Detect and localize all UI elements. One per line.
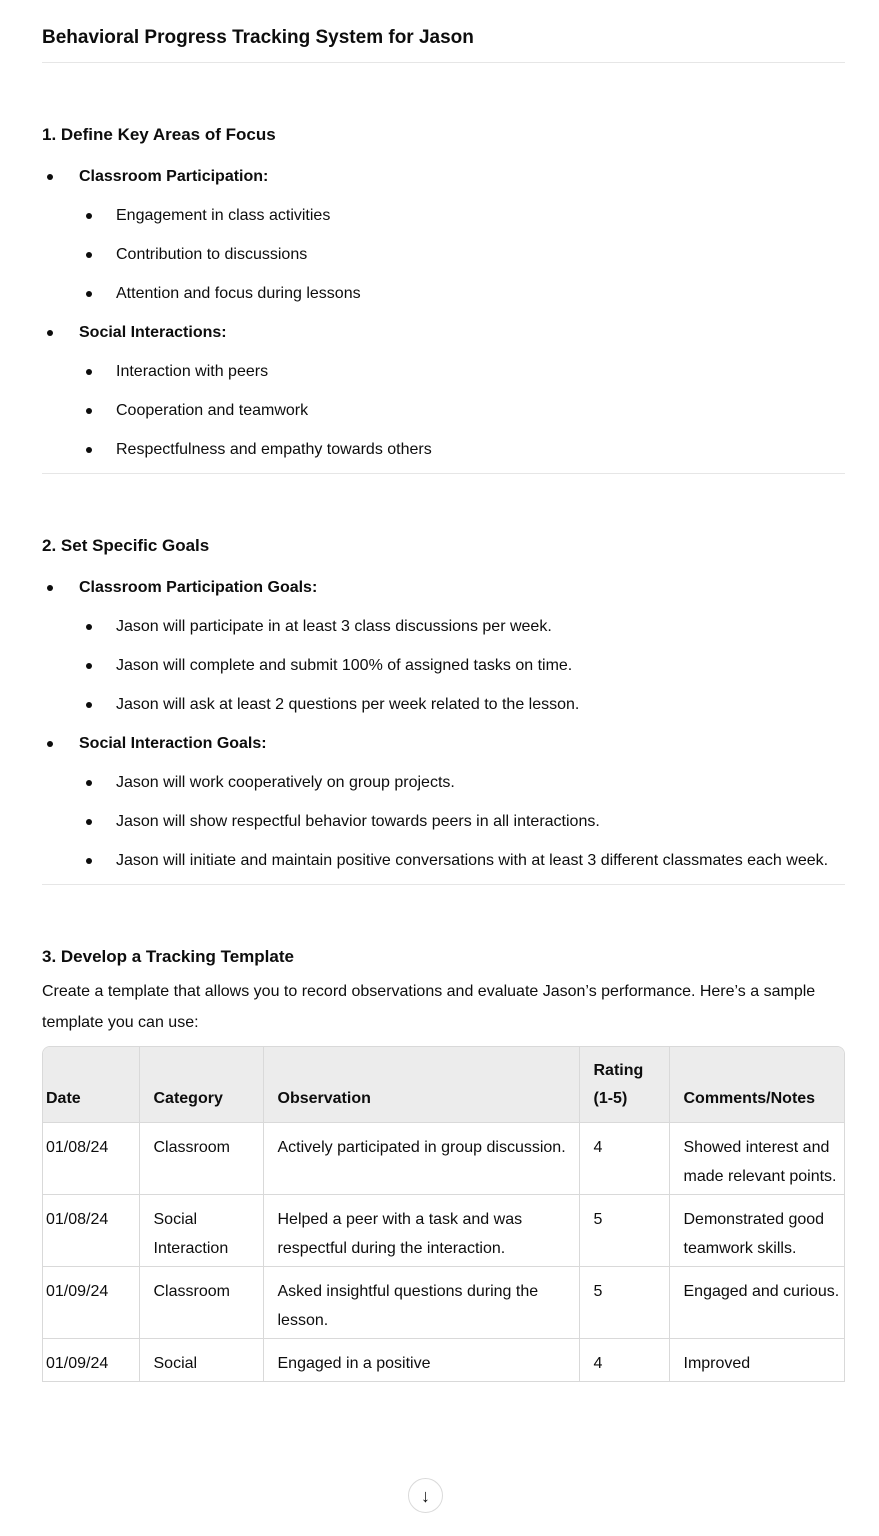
list-item xyxy=(79,278,845,309)
table-cell: 5 xyxy=(579,1267,669,1339)
table-cell: 4 xyxy=(579,1123,669,1195)
table-cell: Demonstrated good teamwork skills. xyxy=(669,1195,845,1267)
table-cell: 01/09/24 xyxy=(43,1339,139,1382)
list-item xyxy=(42,161,845,309)
table-cell: Engaged and curious. xyxy=(669,1267,845,1339)
list-item xyxy=(42,317,845,465)
list-item-text: Attention and focus during lessons xyxy=(116,285,361,302)
list-item xyxy=(79,356,845,387)
bullet-icon xyxy=(79,200,116,231)
list-item xyxy=(79,200,845,231)
list-item-label: Social Interactions: xyxy=(79,324,227,341)
list-item xyxy=(79,239,845,270)
table-cell: Actively participated in group discussion. xyxy=(263,1123,579,1195)
page-title: Behavioral Progress Tracking System for Jason xyxy=(42,27,474,48)
table-cell: 01/08/24 xyxy=(43,1195,139,1267)
section-heading-2: 2. Set Specific Goals xyxy=(42,536,210,555)
arrow-down-icon: ↓ xyxy=(421,1485,430,1506)
bullet-icon xyxy=(79,689,116,720)
list-item xyxy=(79,806,845,837)
bullet-icon xyxy=(42,572,79,603)
list-item xyxy=(79,650,845,681)
bullet-icon xyxy=(79,767,116,798)
table-cell: Improved xyxy=(669,1339,845,1382)
table-header-row xyxy=(43,1047,845,1123)
list-item xyxy=(79,611,845,642)
list-item-text: Respectfulness and empathy towards others xyxy=(116,441,432,458)
divider xyxy=(42,884,845,885)
bullet-icon xyxy=(79,806,116,837)
list-item-text: Jason will participate in at least 3 class discussions per week. xyxy=(116,618,552,635)
table-cell: Classroom xyxy=(139,1267,263,1339)
goals-list xyxy=(42,572,845,876)
bullet-icon xyxy=(79,239,116,270)
list-item xyxy=(79,395,845,426)
list-item-text: Interaction with peers xyxy=(116,363,269,380)
divider xyxy=(42,62,845,63)
column-header: Observation xyxy=(263,1047,579,1123)
table-cell: 01/09/24 xyxy=(43,1267,139,1339)
list-item-label: Classroom Participation Goals: xyxy=(79,579,318,596)
table-cell: Engaged in a positive xyxy=(263,1339,579,1382)
list-item-text: Jason will ask at least 2 questions per week related to the lesson. xyxy=(116,696,580,713)
bullet-icon xyxy=(79,434,116,465)
bullet-icon xyxy=(79,611,116,642)
bullet-icon xyxy=(79,845,116,876)
bullet-icon xyxy=(79,278,116,309)
list-item xyxy=(79,845,845,876)
table-row xyxy=(43,1195,845,1267)
list-item-text: Contribution to discussions xyxy=(116,246,308,263)
table-row xyxy=(43,1123,845,1195)
list-item-label: Classroom Participation: xyxy=(79,168,269,185)
section-heading-3: 3. Develop a Tracking Template xyxy=(42,947,294,966)
bullet-icon xyxy=(42,728,79,759)
list-item-text: Cooperation and teamwork xyxy=(116,402,309,419)
list-item-text: Jason will show respectful behavior towards peers in all interactions. xyxy=(116,813,600,830)
list-item xyxy=(42,572,845,720)
table-cell: Social Interaction xyxy=(139,1195,263,1267)
list-item xyxy=(79,434,845,465)
column-header: Rating (1-5) xyxy=(579,1047,669,1123)
column-header: Date xyxy=(43,1047,139,1123)
list-item xyxy=(79,689,845,720)
list-item-text: Jason will initiate and maintain positive conversations with at least 3 different classmates each week. xyxy=(116,852,829,869)
list-item-text: Jason will complete and submit 100% of assigned tasks on time. xyxy=(116,657,573,674)
table-cell: 01/08/24 xyxy=(43,1123,139,1195)
table-cell: Helped a peer with a task and was respectful during the interaction. xyxy=(263,1195,579,1267)
column-header: Comments/Notes xyxy=(669,1047,845,1123)
list-item xyxy=(79,767,845,798)
table-cell: Social xyxy=(139,1339,263,1382)
table-row xyxy=(43,1339,845,1382)
table-cell: Showed interest and made relevant points. xyxy=(669,1123,845,1195)
table-cell: Classroom xyxy=(139,1123,263,1195)
list-item-text: Jason will work cooperatively on group projects. xyxy=(116,774,455,791)
scroll-to-bottom-button[interactable] xyxy=(408,1478,443,1513)
table-cell: 4 xyxy=(579,1339,669,1382)
list-item-label: Social Interaction Goals: xyxy=(79,735,267,752)
bullet-icon xyxy=(79,395,116,426)
table-cell: Asked insightful questions during the lesson. xyxy=(263,1267,579,1339)
bullet-icon xyxy=(42,317,79,348)
bullet-icon xyxy=(79,650,116,681)
intro-paragraph: Create a template that allows you to record observations and evaluate Jason’s performance. Here’s a sample template you can use: xyxy=(42,983,816,1031)
column-header: Category xyxy=(139,1047,263,1123)
focus-areas-list xyxy=(42,161,845,465)
section-heading-1: 1. Define Key Areas of Focus xyxy=(42,125,276,144)
bullet-icon xyxy=(42,161,79,192)
list-item-text: Engagement in class activities xyxy=(116,207,331,224)
divider xyxy=(42,473,845,474)
list-item xyxy=(42,728,845,876)
bullet-icon xyxy=(79,356,116,387)
table-cell: 5 xyxy=(579,1195,669,1267)
tracking-table xyxy=(42,1046,845,1382)
table-row xyxy=(43,1267,845,1339)
